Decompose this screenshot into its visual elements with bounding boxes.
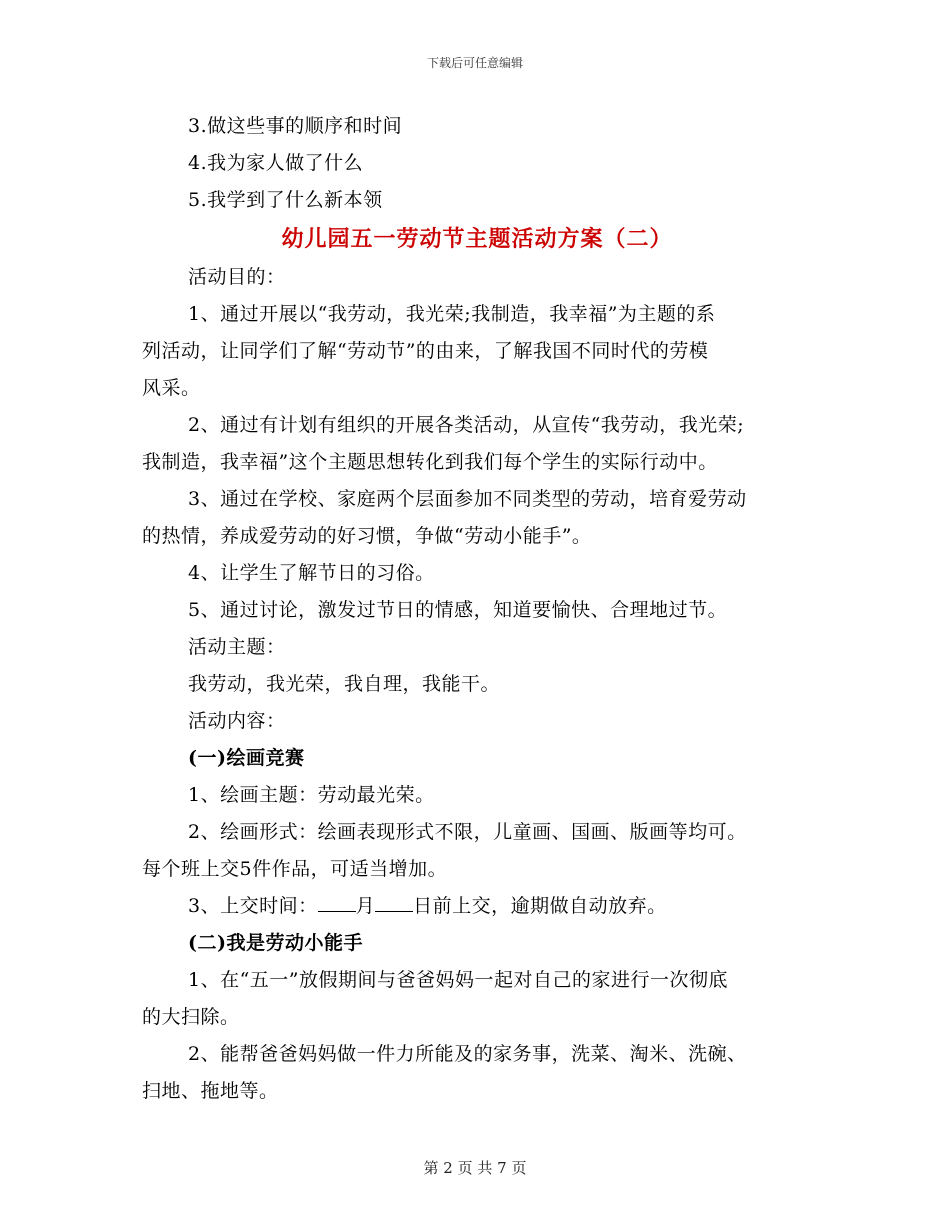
paragraph-line: 扫地、拖地等。: [142, 1080, 279, 1102]
paragraph-line: 1、绘画主题：劳动最光荣。: [188, 784, 435, 806]
paragraph-line: 1、通过开展以“我劳动，我光荣;我制造，我幸福”为主题的系: [188, 303, 716, 325]
paragraph-line: 2、能帮爸爸妈妈做一件力所能及的家务事，洗菜、淘米、洗碗、: [188, 1043, 747, 1065]
document-body: [142, 108, 812, 1110]
page-footer: 第 2 页 共 7 页: [423, 1159, 527, 1177]
paragraph-line: 5、通过讨论，激发过节日的情感，知道要愉快、合理地过节。: [188, 599, 728, 621]
theme-text: 我劳动，我光荣，我自理，我能干。: [188, 673, 501, 695]
document-title: 幼儿园五一劳动节主题活动方案（二）: [281, 226, 673, 252]
day-blank: [375, 894, 413, 912]
submission-time-suffix: 日前上交，逾期做自动放弃。: [413, 895, 667, 917]
theme-label: 活动主题：: [188, 636, 286, 658]
paragraph-line: 1、在“五一”放假期间与爸爸妈妈一起对自己的家进行一次彻底: [188, 969, 729, 991]
paragraph-line: 的热情，养成爱劳动的好习惯，争做“劳动小能手”。: [142, 525, 592, 547]
purpose-label: 活动目的：: [188, 266, 286, 288]
paragraph-line: 2、绘画形式：绘画表现形式不限，儿童画、国画、版画等均可。: [188, 821, 747, 843]
submission-time-line: [142, 888, 812, 925]
submission-time-prefix: 3、上交时间：: [188, 895, 318, 917]
paragraph-line: 4、让学生了解节日的习俗。: [188, 562, 435, 584]
paragraph-line: 列活动，让同学们了解“劳动节”的由来，了解我国不同时代的劳模: [142, 340, 709, 362]
page-header: 下载后可任意编辑: [426, 56, 523, 70]
list-item: 3.做这些事的顺序和时间: [188, 115, 403, 137]
list-item: 4.我为家人做了什么: [188, 152, 364, 174]
section-heading: (二)我是劳动小能手: [188, 932, 363, 954]
month-label: 月: [355, 895, 376, 917]
paragraph-line: 2、通过有计划有组织的开展各类活动，从宣传“我劳动，我光荣;: [188, 414, 745, 436]
content-label: 活动内容：: [188, 710, 286, 732]
list-item: 5.我学到了什么新本领: [188, 189, 383, 211]
month-blank: [318, 894, 356, 912]
section-heading: (一)绘画竞赛: [188, 747, 305, 769]
paragraph-line: 风采。: [142, 377, 201, 399]
paragraph-line: 3、通过在学校、家庭两个层面参加不同类型的劳动，培育爱劳动: [188, 488, 747, 510]
paragraph-line: 每个班上交5件作品，可适当增加。: [142, 858, 448, 880]
paragraph-line: 的大扫除。: [142, 1006, 240, 1028]
paragraph-line: 我制造，我幸福”这个主题思想转化到我们每个学生的实际行动中。: [142, 451, 718, 473]
